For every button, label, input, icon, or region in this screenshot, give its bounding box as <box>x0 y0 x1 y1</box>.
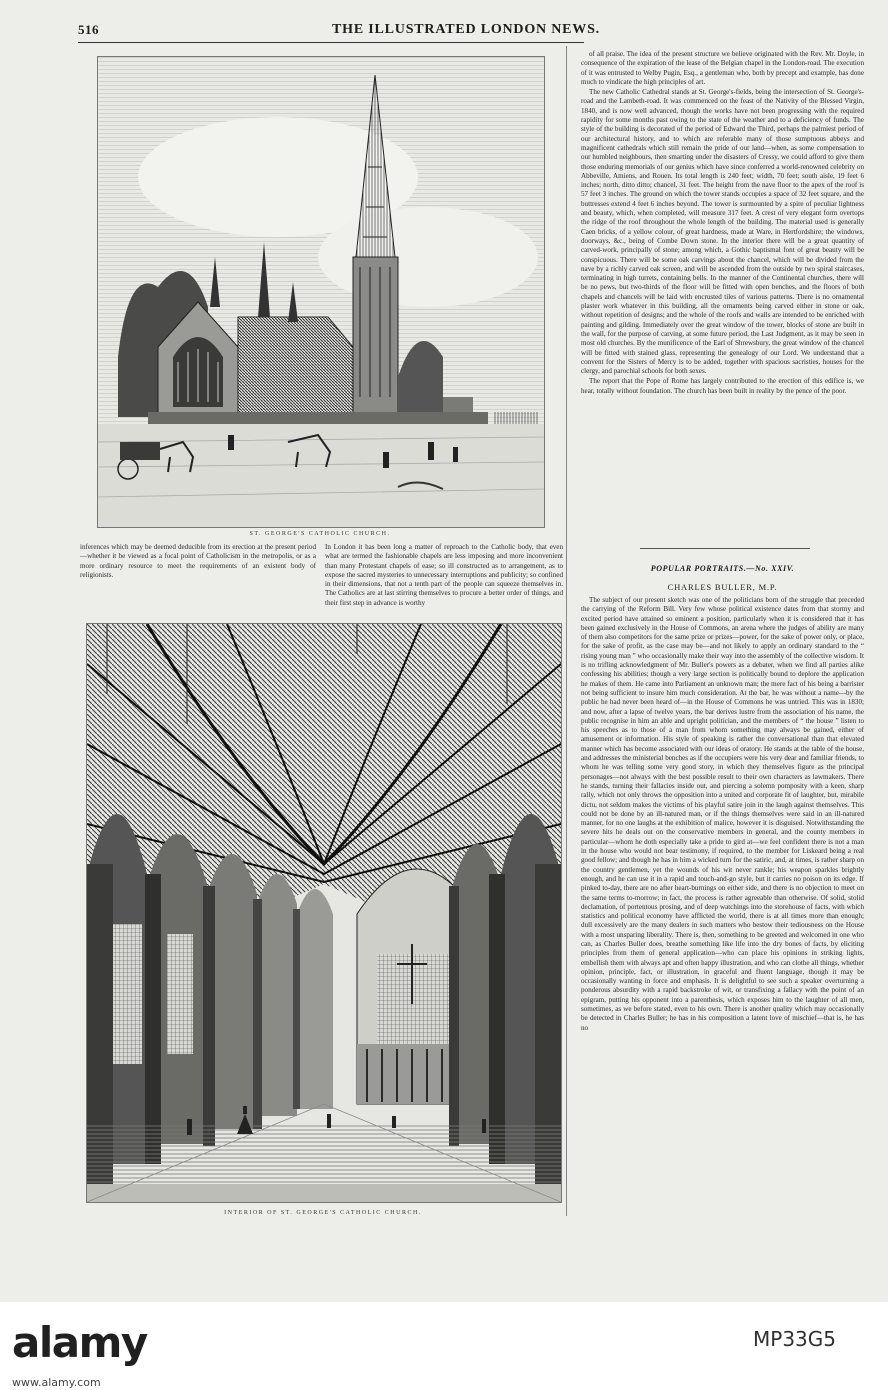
stock-url: www.alamy.com <box>12 1376 101 1389</box>
cathedral-paragraph: The new Catholic Cathedral stands at St. George's-fields, being the intersection of St. George's-road and the Lambeth-road. It was commenced on the feast of the Nativity of the Blessed Virgin, 1840, and is now well advanced, though the works have not been progressing with the required rapidity for some months past owing to the state of the weather and to a deficiency of funds. The style of the building is decorated of the period of Edward the Third, perhaps the palmiest period of our architectural history, and to which are referable many of those sumptuous abbeys and magnificent cathedrals which still remain the pride of our land—when, as some compensation to our humbled neighbours, then smarting under the disasters of Cressy, we could afford to give them those enduring memorials of our genius which have since conferred a world-renowned celebrity on Abbeville, Amiens, and Rouen. Its total length is 240 feet; width, 70 feet; south aisle, 19 feet 6 inches; north, ditto ditto; chancel, 31 feet. The height from the nave floor to the apex of the roof is 57 feet 3 inches. The ground on which the tower stands occupies a space of 32 feet square, and the buttresses extend 4 feet 6 inches beyond. The tower is surmounted by a spire of peculiar lightness and beauty, which, when completed, will measure 317 feet. A crest of very elegant form overtops the ridge of the roof throughout the whole length of the building. The material used is generally Caen bricks, of a yellow colour, of great hardness, made at Ware, in Hertfordshire; the windows, doorways, &c., being of Combe Down stone. In the interior there will be a great quantity of carved-work, principally of stone; among which, a Gothic baptismal font of great beauty will be conspicuous. There will be some oak carvings about the chancel, which will be divided from the nave by a richly carved oak screen, and will be ascended from the outside by two spiral staircases, terminating in high turrets, containing bells. In the manner of the Continental churches, there will be no pews, but two-thirds of the floor will be fitted with open benches, and the floors of both chapels and chancels will be laid with encrusted tiles of various patterns. There is no ornamental plaster work whatever in this building, all the ornaments being carved either in stone or oak, without repetition of designs; and the whole of the roofs and walls are intended to be enriched with painting and gilding. Immediately over the great window of the tower, blocks of stone are built in the wall, for the purpose of carving, at some future period, the Last Judgment, as it may be seen in most old churches. By the munificence of the Earl of Shrewsbury, the great window of the chancel will be fitted with stained glass, representing the genealogy of our Lord. We understand that a convent for the Sisters of Mercy is to be added, together with spacious sacristies, houses for the clergy, and parochial schools for both sexes. <box>581 88 864 376</box>
body-text-left-a: inferences which may be deemed deducible from its erection at the present period—whether it be viewed as a focal point of Catholicism in the metropolis, or as a more ordinary resource to meet the requirements of an existent body of religionists. <box>80 543 316 579</box>
cathedral-article-text <box>581 50 864 566</box>
exterior-church-engraving <box>97 56 545 528</box>
exterior-caption: ST. GEORGE'S CATHOLIC CHURCH. <box>249 531 391 537</box>
body-text-left-b: In London it has been long a matter of reproach to the Catholic body, that even what are termed the fashionable chapels are less imposing and more inconvenient than many Protestant chapels of ease; so ill constructed as to arrangement, as to expose the sacred mysteries to unnecessary interruptions and publicity; so confined in their dimensions, that not a tenth part of the people can squeeze themselves in. The Catholics are at last stirring themselves to procure a better order of things, and their first step in advance is worthy <box>325 543 563 607</box>
buller-article-text <box>581 596 864 1216</box>
masthead: THE ILLUSTRATED LONDON NEWS. <box>332 22 600 37</box>
header-rule <box>78 42 584 43</box>
cathedral-paragraph: of all praise. The idea of the present structure we believe originated with the Rev. Mr. Doyle, in consequence of the expiration of the lease of the Belgian chapel in the London-road. The execution of it was entrusted to Welby Pugin, Esq., a gentleman who, both by precept and example, has done much to vindicate the high principles of art. <box>581 50 864 86</box>
stock-image-code: MP33G5 <box>753 1327 836 1351</box>
alamy-logo: alamy <box>12 1318 147 1367</box>
section-title: POPULAR PORTRAITS.—No. XXIV. <box>650 564 795 573</box>
interior-caption: INTERIOR OF ST. GEORGE'S CATHOLIC CHURCH. <box>224 1210 422 1216</box>
page-number: 516 <box>78 22 99 37</box>
interior-church-engraving <box>86 623 562 1203</box>
buller-paragraph: The subject of our present sketch was one of the politicians born of the struggle that preceded the carrying of the Reform Bill. Very few whose political existence dates from that stormy and excited period have attained so eminent a position, particularly when it is considered that it has been gained exclusively in the House of Commons, an arena where the judges of ability are many of them also competitors for the same prize or prizes—power, for the sake of power only, or place, for the sake of profit, as the case may be—and not likely to apply an ordinary standard to the “ rising young man ” who occasionally make their way into the assembly of the collective wisdom. It is no trifling acknowledgment of Mr. Buller's powers as a debater, when we find all parties alike confessing his abilities; though a very large section is politically bound to deplore the application he makes of them. He came into Parliament an unknown man; the mere fact of his being a barrister not being sufficient to insure him much consideration. At the bar, he was without a name—by the public he had never been heard of—in the House of Commons he was untried. This was in 1830; and now, after a lapse of twelve years, the bar derives lustre from the association of his name, the public recognise in him an able and upright politician, and the members of “ the house ” listen to his speeches as to those of a man from whom something may always be gained, either of amusement or information. His style of speaking is rather the conversational than that elevated manner which has become associated with our ideas of oratory. He stands at the table of the house, and addresses the ministerial benches as if the occupiers were his very dear and familiar friends, to whom he was telling some very good story, in which they themselves figure as the principal personages—not always with the best possible result to their own characters as lawmakers. There he stands, turning their fallacies inside out, and piercing a solemn pomposity with a keen, sharp rally, which not only throws the opposition into a united and corporate fit of laughter, but, mirabile dictu, not seldom makes the victims of his playful satire join in the laugh against themselves. This could not be done by an ill-natured man, or if the things themselves were said in an ill-natured manner, for no one laughs at the exhibition of malice, however it is disguised. Notwithstanding the severe hits he deals out on the conservative members in general, and the county members in particular—whom he doth especially take a pride to gird at—we feel confident there is not a man in the house who would not bear testimony, if required, to the member for Liskeard being a real good fellow; and though he has in him a wicked turn for the satiric, and, at times, is rather sharp on the country gentlemen, yet the wounds of his wit never rankle; his weapon sparkles brightly enough, and he can use it in a rapid and touch-and-go style, but it carries no poison on its edge. If pinked to-day, there are no after heart-burnings on either side, and there is no objection to meet on the same terms to-morrow; in fact, the process is rather agreeable than otherwise. Of solid, stolid declamation, of portentous prosing, and of deep watchings into the storehouse of facts, with which statistics and political economy have afflicted the world, there is at all times more than enough; dull excessively are the many dealers in such matters who bestow their tediousness on the House with a most unsparing liberality. There is, then, something to be greeted and welcomed in one who can, as Charles Buller does, breathe something like life into the dry bones of facts, by eliciting principles from them of general application—who can place his opinions in striking lights, embellish them with always apt and often happy illustration, and who can clothe all things, whether opinion, principle, fact, or illustration, in graceful and fluent language, though it may be occasionally wanting in force and emphasis. It is delightful to see such a speaker overturning a ponderous absurdity with a rapid backstroke of wit, or transfixing a fallacy with the point of an epigram, putting his opponent into a parenthesis, which exposes him to the laughter of all men, sometimes, as we before stated, even to his own. There is another quality which may occasionally be detected in Charles Buller; he has in his composition a latent love of mischief—that is, he has no <box>581 596 864 1032</box>
section-rule <box>640 548 810 549</box>
article-title: CHARLES BULLER, M.P. <box>667 582 778 592</box>
column-rule <box>566 46 567 1216</box>
cathedral-paragraph: The report that the Pope of Rome has largely contributed to the erection of this edifice is, we hear, totally without foundation. The church has been built in reality by the pence of the poor. <box>581 377 864 395</box>
